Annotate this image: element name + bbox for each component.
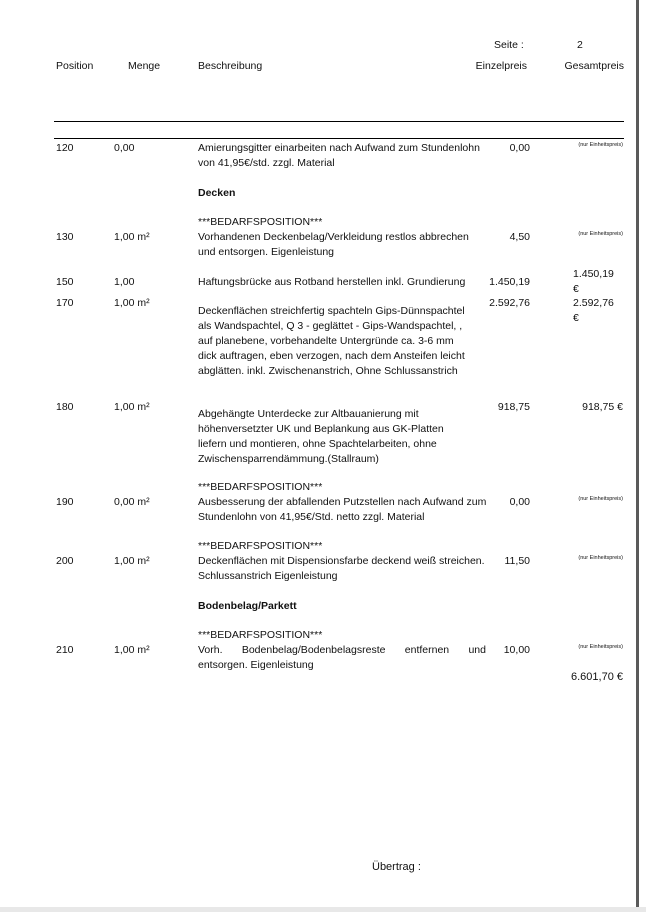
row-position: 190 [56,496,74,508]
row-position: 200 [56,555,74,567]
row-position: 150 [56,276,74,288]
row-einzelpreis: 4,50 [509,231,530,243]
section-heading-decken: Decken [198,187,236,199]
row-gesamtpreis: (nur Einheitspreis) [578,231,623,237]
row-einzelpreis: 11,50 [504,555,530,567]
row-description: Haftungsbrücke aus Rotband herstellen inkl. Grundierung [198,276,466,288]
row-description: Deckenflächen streichfertig spachteln Gips-Dünnspachtel als Wandspachtel, Q 3 - geglättet - Gips-Wandspachtel, , auf planebene, vorbehandelte Untergründe ca. 3-6 mm dick auftragen, eben verzogen, nach dem Ansteifen leicht abglätten. inkl. Zwischenanstrich, Ohne Schlussanstrich [198,305,465,377]
column-header-einzelpreis: Einzelpreis [475,60,527,72]
row-position: 210 [56,644,74,656]
row-position: 120 [56,142,74,154]
row-menge: 1,00 m² [114,555,150,567]
row-gesamtpreis: 2.592,76 [573,297,614,309]
row-einzelpreis: 0,00 [509,496,530,508]
header-rule-top [54,121,624,122]
row-prefix-bedarfsposition: ***BEDARFSPOSITION*** [198,481,323,493]
row-gesamtpreis: (nur Einheitspreis) [578,644,623,650]
row-gesamtpreis: 1.450,19 [573,268,614,280]
header-rule-bottom [54,138,624,139]
row-description: Amierungsgitter einarbeiten nach Aufwand zum Stundenlohn von 41,95€/std. zzgl. Material [198,142,480,169]
column-header-gesamtpreis: Gesamtpreis [564,60,624,72]
column-header-menge: Menge [128,60,161,72]
row-description: Vorh. Bodenbelag/Bodenbelagsreste entfernen und entsorgen. Eigenleistung [198,644,486,671]
row-gesamtpreis-currency: € [573,312,579,324]
row-gesamtpreis: (nur Einheitspreis) [578,496,623,502]
row-einzelpreis: 0,00 [509,142,530,154]
row-menge: 0,00 [114,142,135,154]
page-label: Seite : [494,39,524,51]
row-menge: 1,00 [114,276,135,288]
subtotal-amount: 6.601,70 € [571,671,623,683]
row-gesamtpreis-currency: € [573,283,579,295]
row-position: 170 [56,297,74,309]
row-gesamtpreis: 918,75 € [582,401,623,413]
row-einzelpreis: 2.592,76 [489,297,530,309]
page-bottom-edge [0,907,646,912]
row-description: Ausbesserung der abfallenden Putzstellen nach Aufwand zum Stundenlohn von 41,95€/Std. netto zzgl. Material [198,496,487,523]
row-description: Deckenflächen mit Dispensionsfarbe deckend weiß streichen. Schlussanstrich Eigenleistung [198,555,485,582]
row-menge: 0,00 m² [114,496,150,508]
row-einzelpreis: 918,75 [497,401,530,413]
row-prefix-bedarfsposition: ***BEDARFSPOSITION*** [198,216,323,228]
row-description: Abgehängte Unterdecke zur Altbauanierung mit höhenversetzter UK und Beplankung aus GK-Platten liefern und montieren, ohne Spachtelarbeiten, ohne Zwischensparrendämmung.(Stallraum) [198,408,444,465]
row-gesamtpreis: (nur Einheitspreis) [578,555,623,561]
row-menge: 1,00 m² [114,401,150,413]
page-edge [636,0,639,912]
row-description: Vorhandenen Deckenbelag/Verkleidung restlos abbrechen und entsorgen. Eigenleistung [198,231,469,258]
column-header-position: Position [56,60,94,72]
row-einzelpreis: 1.450,19 [489,276,530,288]
column-header-beschreibung: Beschreibung [198,60,263,72]
row-position: 130 [56,231,74,243]
row-prefix-bedarfsposition: ***BEDARFSPOSITION*** [198,629,323,641]
row-menge: 1,00 m² [114,231,150,243]
uebertrag-label: Übertrag : [372,861,421,873]
row-einzelpreis: 10,00 [503,644,530,656]
page-number: 2 [577,39,583,51]
row-menge: 1,00 m² [114,644,150,656]
row-gesamtpreis: (nur Einheitspreis) [578,142,623,148]
section-heading-bodenbelag: Bodenbelag/Parkett [198,600,297,612]
row-menge: 1,00 m² [114,297,150,309]
row-prefix-bedarfsposition: ***BEDARFSPOSITION*** [198,540,323,552]
row-position: 180 [56,401,74,413]
